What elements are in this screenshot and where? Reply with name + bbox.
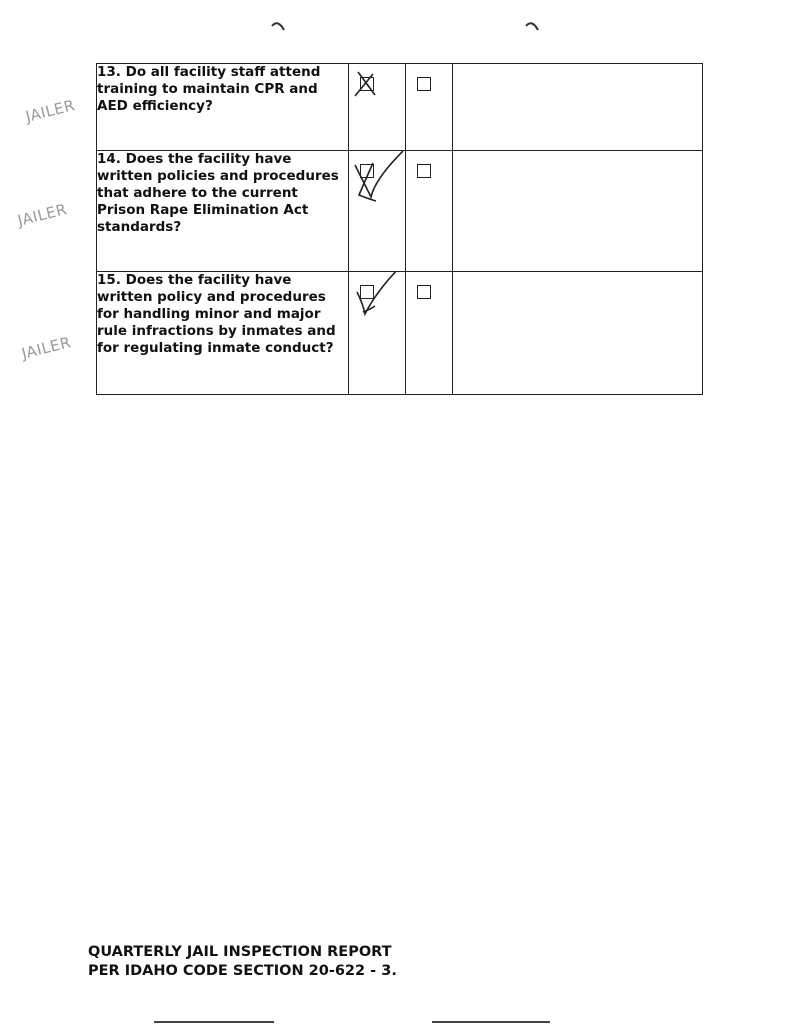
question-number: 13. (97, 64, 121, 80)
signature-line (154, 1021, 274, 1023)
inspection-checklist-table (96, 63, 703, 395)
no-checkbox[interactable] (417, 285, 431, 299)
no-checkbox[interactable] (417, 77, 431, 91)
footer-subtitle: PER IDAHO CODE SECTION 20-622 - 3. (88, 963, 397, 979)
yes-checkbox[interactable] (360, 164, 374, 178)
no-cell[interactable] (406, 272, 453, 395)
question-cell (97, 151, 349, 272)
no-checkbox[interactable] (417, 164, 431, 178)
question-text: Does the facility have written policy and procedures for handling minor and major rule infractions by inmates and for regulating inmate conduct? (97, 272, 336, 356)
comment-cell[interactable] (453, 151, 703, 272)
no-cell[interactable] (406, 151, 453, 272)
question-text: Does the facility have written policies and procedures that adhere to the current Prison Rape Elimination Act standards? (97, 151, 339, 235)
comment-cell[interactable] (453, 272, 703, 395)
yes-cell[interactable] (349, 64, 406, 151)
yes-checkbox[interactable] (360, 285, 374, 299)
check-mark-icon (349, 64, 405, 124)
report-footer (88, 943, 397, 981)
question-text: Do all facility staff attend training to maintain CPR and AED efficiency? (97, 64, 321, 114)
hole-punch-mark (524, 20, 540, 36)
hole-punch-mark (270, 20, 286, 36)
question-number: 14. (97, 151, 121, 167)
footer-title: QUARTERLY JAIL INSPECTION REPORT (88, 944, 392, 960)
margin-note-jailer: JAILER (15, 200, 69, 230)
table-row (97, 64, 703, 151)
signature-line (432, 1021, 550, 1023)
table-row (97, 272, 703, 395)
margin-note-jailer: JAILER (23, 96, 77, 126)
yes-cell[interactable] (349, 272, 406, 395)
table-row (97, 151, 703, 272)
margin-note-jailer: JAILER (19, 333, 73, 363)
check-mark-icon (349, 151, 405, 211)
question-cell (97, 272, 349, 395)
yes-cell[interactable] (349, 151, 406, 272)
check-mark-icon (349, 272, 405, 332)
yes-checkbox[interactable] (360, 77, 374, 91)
comment-cell[interactable] (453, 64, 703, 151)
question-number: 15. (97, 272, 121, 288)
question-cell (97, 64, 349, 151)
no-cell[interactable] (406, 64, 453, 151)
